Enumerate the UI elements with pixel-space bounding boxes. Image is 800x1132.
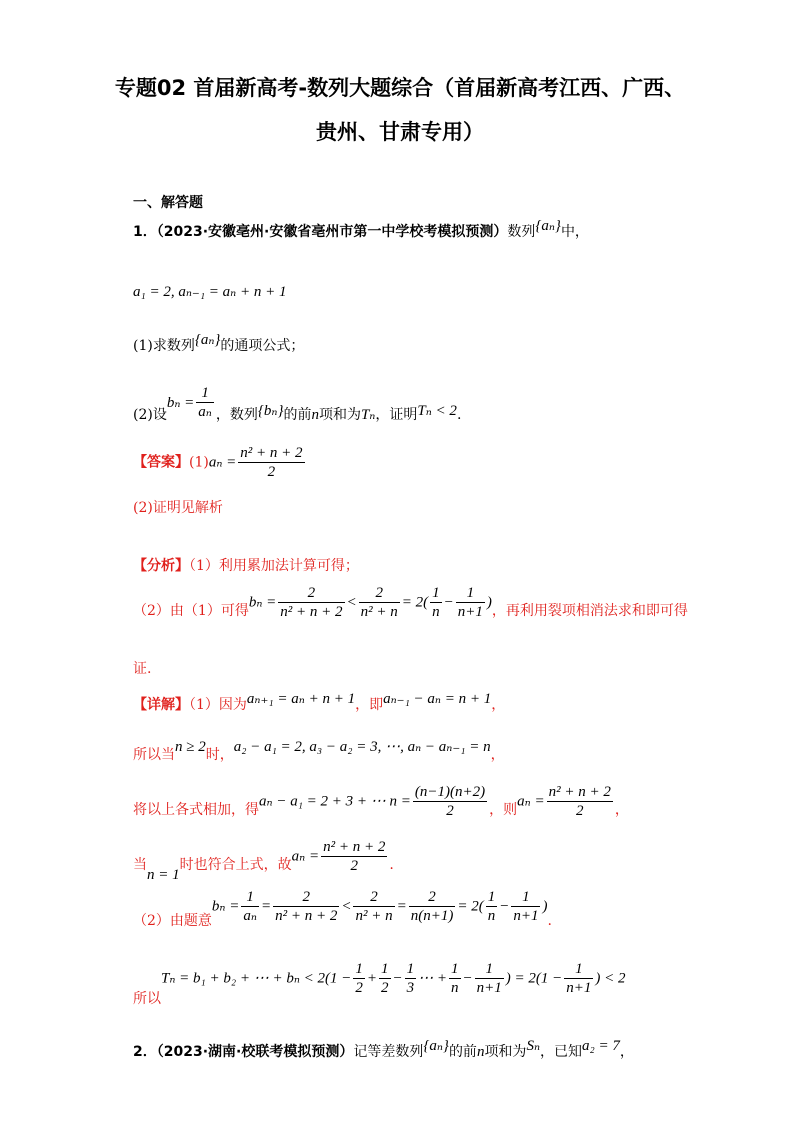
detail-l2b: 时， <box>205 747 234 763</box>
answer-label: 【答案】 <box>133 454 189 471</box>
detail-line3: 将以上各式相加，得aₙ − a₁ = 2 + 3 + ⋯ n = $\frac{(n-1)(n+2)}{2}$ ，则aₙ = $\frac{\text{n² + n + 2}}{2}$ ， <box>133 784 629 819</box>
q2-text5: ， <box>619 1044 634 1060</box>
part-2: (2)设bₙ = $\frac{1}{\text{aₙ}}$ ，数列{bₙ}的前n项和为Tₙ，证明Tₙ < 2. <box>133 385 462 423</box>
q2-text4: ，已知 <box>540 1044 583 1060</box>
detail-l3b: ，则 <box>489 801 518 818</box>
q2-text3: 项和为 <box>484 1044 527 1060</box>
analysis-text1: （1）利用累加法计算可得； <box>189 558 359 574</box>
part-2-prefix: (2)设 <box>133 406 167 423</box>
section-heading: 一、解答题 <box>133 195 203 211</box>
question-1-source: （2023·安徽亳州·安徽省亳州市第一中学校考模拟预测） <box>156 224 508 240</box>
answer-part1: (1) <box>189 454 209 471</box>
analysis-line1 <box>133 555 359 575</box>
analysis-line2-suffix: ，再利用裂项相消法求和即可得 <box>491 602 688 619</box>
detail-l1a: （1）因为 <box>189 697 247 713</box>
seq-an: {aₙ} <box>535 218 561 234</box>
detail-line2: 所以当n ≥ 2时，a₂ − a₁ = 2, a₃ − a₂ = 3, ⋯, aₙ − aₙ₋₁ = n， <box>133 739 505 763</box>
answer-block: 【答案】(1)aₙ = $\frac{\text{n² + n + 2}}{2}$ <box>133 445 303 480</box>
question-2-source: （2023·湖南·校联考模拟预测） <box>156 1044 354 1060</box>
answer-part2: (2)证明见解析 <box>133 500 223 516</box>
detail-l1c: ， <box>491 697 506 713</box>
page-title-line2: 贵州、甘肃专用） <box>316 120 484 144</box>
detail-l6a: 所以 <box>133 990 161 1007</box>
question-1-after: 中， <box>560 224 589 240</box>
q2-text1: 记等差数列 <box>353 1044 424 1060</box>
detail-l1b: ，即 <box>355 697 384 713</box>
part-1 <box>133 332 305 355</box>
detail-l3a: 将以上各式相加，得 <box>133 801 259 818</box>
detail-l5a: （2）由题意 <box>133 912 212 929</box>
part-2-mid4: ，证明 <box>375 406 418 423</box>
analysis-line2-prefix: （2）由（1）可得 <box>133 602 249 619</box>
page-title-line1: 专题02 首届新高考-数列大题综合（首届新高考江西、广西、 <box>114 76 686 100</box>
detail-line6: 所以Tₙ = b₁ + b₂ + ⋯ + bₙ < 2(1 − $\frac{1}{2}$ + $\frac{1}{2}$ − $\frac{1}{3}$ ⋯ + $\frac{1}{n}$ − $\frac{1}{n+1}$ ) = 2(1 − $\frac{1}{n+1}$ ) < 2 <box>133 961 626 1007</box>
detail-l3c: ， <box>614 801 629 818</box>
detail-l2c: ， <box>490 747 505 763</box>
question-2-number: 2． <box>133 1044 157 1060</box>
part-1-prefix: (1)求数列 <box>133 338 195 354</box>
analysis-label: 【分析】 <box>133 558 189 574</box>
detail-l4a: 当 <box>133 856 147 873</box>
q2-text2: 的前 <box>448 1044 477 1060</box>
detail-l2a: 所以当 <box>133 747 175 763</box>
part-2-mid3: 项和为 <box>318 406 361 423</box>
question-1-intro: 数列 <box>507 224 536 240</box>
detail-l4b: 时也符合上式，故 <box>179 856 292 873</box>
part-1-suffix: 的通项公式； <box>220 338 305 354</box>
part-2-end: . <box>456 406 462 423</box>
part-2-mid1: ，数列 <box>215 406 258 423</box>
detail-line1: 【详解】（1）因为aₙ₊₁ = aₙ + n + 1，即aₙ₋₁ − aₙ = n + 1， <box>133 691 506 713</box>
analysis-line2: （2）由（1）可得bₙ = $\frac{2}{\text{n² + n + 2}}$ < $\frac{2}{\text{n² + n}}$ = 2( $\frac{1}{n}$ − $\frac{1}{n+1}$ )，再利用裂项相消法求和即可得 <box>133 585 688 620</box>
detail-l5c: . <box>547 912 552 929</box>
detail-line5: （2）由题意bₙ = $\frac{1}{\text{aₙ}}$ = $\frac{2}{\text{n² + n + 2}}$ < $\frac{2}{\text{n² + n}}$ = $\frac{2}{n(n+1)}$ = 2( $\frac{1}{n}$ − $\frac{1}{n+1}$ ). <box>133 889 552 929</box>
detail-label: 【详解】 <box>133 697 189 713</box>
given-recurrence: a₁ = 2, aₙ₋₁ = aₙ + n + 1 <box>133 284 287 300</box>
detail-l4c: . <box>389 856 394 873</box>
question-2-header: 2．（2023·湖南·校联考模拟预测）记等差数列{aₙ}的前n项和为Sₙ，已知a₂ = 7， <box>133 1038 634 1060</box>
part-2-mid2: 的前 <box>283 406 312 423</box>
part-1-seq: {aₙ} <box>194 332 221 348</box>
question-1-number: 1． <box>133 224 157 240</box>
detail-line4: 当n = 1时也符合上式，故aₙ = $\frac{\text{n² + n + 2}}{2}$ . <box>133 839 394 883</box>
question-1-header <box>133 218 589 241</box>
analysis-line3: 证. <box>133 661 152 677</box>
